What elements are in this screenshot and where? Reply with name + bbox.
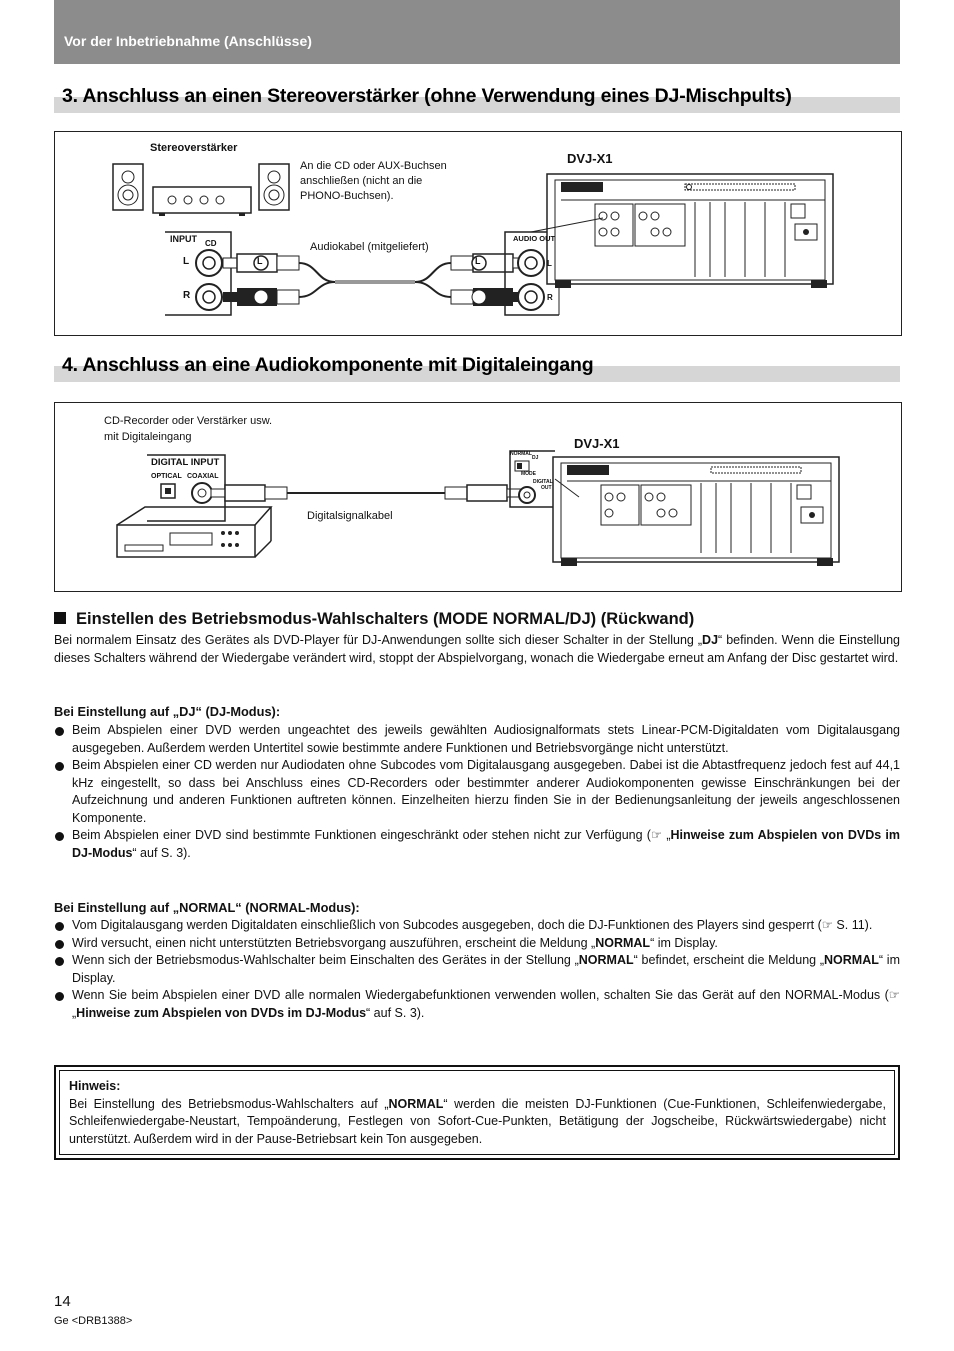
amp-note-line-1: An die CD oder AUX-Buchsen	[300, 160, 447, 172]
plug-left-mark-2: L	[475, 256, 481, 266]
device-label-line-1: CD-Recorder oder Verstärker usw.	[104, 415, 273, 427]
list-item: Beim Abspielen einer DVD werden ungeachtet des jeweils gewählten Audiosignalformats stets Linear-PCM-Digitaldaten vom Digitalausgang ausgegeben. Außerdem werden Untertitel sowie bestimmte andere Funktionen und Betriebsvorgänge nicht unterstützt.	[54, 722, 900, 757]
plug-right-mark: R	[257, 290, 264, 300]
plug-left-mark: L	[257, 256, 263, 266]
list-item: Vom Digitalausgang werden Digitaldaten einschließlich von Subcodes ausgegeben, doch die DJ-Funktionen des Players sind gesperrt (☞ S. 11).	[54, 917, 900, 935]
section-4-title: 4. Anschluss an eine Audiokomponente mit Digitaleingang	[62, 354, 594, 376]
plug-right-mark-2: R	[475, 290, 482, 300]
input-right-label: R	[183, 290, 191, 301]
mode-intro: Bei normalem Einsatz des Gerätes als DVD-Player für DJ-Anwendungen sollte sich dieser Schalter in der Stellung „DJ“ befinden. Wenn die Einstellung dieses Schalters während der Wiedergabe verändert wird, stoppt der Abspielvorgang, wonach die Wiedergabe erneut am Anfang der Disc gestartet wird.	[54, 633, 900, 665]
digital-input-label: DIGITAL INPUT	[151, 457, 220, 468]
amp-note-line-3: PHONO-Buchsen).	[300, 190, 394, 202]
digital-diagram	[54, 402, 902, 592]
optical-label: OPTICAL	[151, 473, 182, 480]
normal-heading: Bei Einstellung auf „NORMAL“ (NORMAL-Modus):	[54, 900, 360, 915]
header-title: Vor der Inbetriebnahme (Anschlüsse)	[64, 33, 312, 49]
page-number: 14	[54, 1293, 71, 1310]
mode-label: MODE	[521, 471, 536, 477]
section-3-title-bar	[54, 85, 900, 113]
section-3-title: 3. Anschluss an einen Stereoverstärker (ohne Verwendung eines DJ-Mischpults)	[62, 85, 792, 107]
output-left-label: L	[547, 259, 552, 268]
list-item: Wenn Sie beim Abspielen einer DVD alle normalen Wiedergabefunktionen verwenden wollen, schalten Sie das Gerät auf den NORMAL-Modus (☞ „Hinweise zum Abspielen von DVDs im DJ-Modus“ auf S. 3).	[54, 987, 900, 1022]
square-bullet-icon	[54, 612, 66, 624]
mode-section-title: Einstellen des Betriebsmodus-Wahlschalters (MODE NORMAL/DJ) (Rückwand)	[54, 610, 694, 629]
digital-label: DIGITAL	[533, 479, 553, 485]
note-box	[54, 1065, 900, 1160]
list-item: Wird versucht, einen nicht unterstützten Betriebsvorgang auszuführen, erscheint die Meldung „NORMAL“ im Display.	[54, 935, 900, 953]
output-right-label: R	[547, 293, 553, 302]
section-4-title-bar	[54, 354, 900, 382]
dj-label: DJ	[532, 455, 539, 461]
audio-cable-label: Audiokabel (mitgeliefert)	[310, 241, 429, 253]
coaxial-label: COAXIAL	[187, 473, 219, 480]
document-code: Ge <DRB1388>	[54, 1315, 133, 1327]
list-item: Beim Abspielen einer CD werden nur Audiodaten ohne Subcodes vom Digitalausgang ausgegeben. Dabei ist die Abtastfrequenz jedoch fest auf 44,1 kHz eingestellt, so dass bei Anschluss eines CD-Recorders oder bestimmter anderer Audiokomponenten gewisse Einschränkungen bei der Aufzeichnung und anderen Funktionen auftreten können. Einzelheiten hierzu finden Sie in der Bedienungsanleitung der jeweils angeschlossenen Komponente.	[54, 757, 900, 827]
note-text: Bei Einstellung des Betriebsmodus-Wahlschalters auf „NORMAL“ werden die meisten DJ-Funktionen (Cue-Funktionen, Schleifenwiedergabe, Schleifenwiedergabe-Neustart, Tempoänderung, Festlegen von Sofort-Cue-Punkten, Betätigung der Jogscheibe, Rückwärtswiedergabe) nicht unterstützt. Außerdem wird in der Pause-Betriebsart kein Ton ausgegeben.	[69, 1096, 886, 1146]
model-label-2: DVJ-X1	[574, 436, 620, 451]
header-bar	[54, 0, 900, 64]
note-heading: Hinweis:	[69, 1079, 121, 1093]
input-left-label: L	[183, 256, 190, 267]
device-label-line-2: mit Digitaleingang	[104, 431, 192, 443]
input-label: INPUT	[170, 234, 197, 244]
out-label: OUT	[541, 485, 552, 491]
stereo-amp-diagram	[54, 131, 902, 336]
cd-label: CD	[205, 239, 217, 248]
amp-label: Stereoverstärker	[150, 142, 238, 154]
amp-note-line-2: anschließen (nicht an die	[300, 175, 423, 187]
model-label: DVJ-X1	[567, 151, 613, 166]
list-item: Beim Abspielen einer DVD sind bestimmte Funktionen eingeschränkt oder stehen nicht zur Verfügung (☞ „Hinweise zum Abspielen von DVDs im DJ-Modus“ auf S. 3).	[54, 827, 900, 862]
audio-out-label: AUDIO OUT	[513, 234, 556, 243]
digital-cable-label: Digitalsignalkabel	[307, 510, 393, 522]
note-inner	[59, 1070, 895, 1155]
normal-label: NORMAL	[510, 451, 532, 457]
dj-bullet-list	[54, 722, 900, 862]
normal-bullet-list	[54, 917, 900, 1022]
list-item: Wenn sich der Betriebsmodus-Wahlschalter beim Einschalten des Gerätes in der Stellung „NORMAL“ befindet, erscheint die Meldung „NORMAL“ im Display.	[54, 952, 900, 987]
dj-heading: Bei Einstellung auf „DJ“ (DJ-Modus):	[54, 704, 281, 719]
